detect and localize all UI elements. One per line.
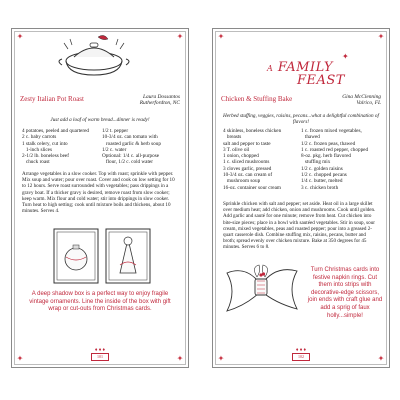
corner-ornament-icon: ✦ — [377, 354, 385, 363]
corner-ornament-icon: ✦ — [217, 32, 225, 41]
ingredients-column-1: 4 skinless, boneless chicken breasts salt and pepper to taste 3 T. olive oil 1 onion, chopped 1 c. sliced mushrooms 3 cloves garlic, pressed 10-3/4 oz. can cream of mushroom soup 16-oz. container sour cream — [223, 128, 282, 191]
left-page — [11, 28, 189, 368]
page-number — [85, 348, 115, 361]
page-number — [286, 348, 316, 361]
author-place: Valrico, FL — [356, 100, 381, 107]
page-number-ornament-icon: ♦ ♦ ♦ — [94, 348, 106, 353]
page-number-ornament-icon: ♦ ♦ ♦ — [295, 348, 307, 353]
corner-ornament-icon: ✦ — [377, 32, 385, 41]
page-number-label: 102 — [292, 353, 310, 361]
recipe-tagline: Herbed stuffing, veggies, raisins, pecans...what a delightful combination of flavors! — [223, 113, 379, 126]
page-number-label: 101 — [91, 353, 109, 361]
recipe-directions: Arrange vegetables in a slow cooker. Top with roast; sprinkle with pepper. Mix soup and water; pour over roast. Cover and cook on low setting for 10 to 12 hours. Serve roast surrounded with vegetables; pass drippings in a gravy boat. If a thicker gravy is desired, remove roast from slow cooker; keep warm. Mix flour and cold water; stir into drippings in slow cooker. Turn heat to high setting; cook until mixture boils and thickens, about 10 minutes. Serves 4. — [22, 171, 175, 215]
corner-ornament-icon: ✦ — [16, 354, 24, 363]
roasting-pot-illustration — [54, 31, 134, 79]
corner-ornament-icon: ✦ — [16, 32, 24, 41]
ingredients-column-2: 1/2 t. pepper 10-3/4 oz. can tomato with roasted garlic & herb soup 1/2 c. water Optional: 1/4 c. all-purpose flour, 1/2 c. cold water — [102, 128, 161, 166]
corner-ornament-icon: ✦ — [176, 32, 184, 41]
corner-ornament-icon: ✦ — [176, 354, 184, 363]
corner-ornament-icon: ✦ — [217, 354, 225, 363]
author-name: Gina McClenning — [342, 94, 381, 100]
ingredients-column-2: 1 c. frozen mixed vegetables, thawed 1/2 c. frozen peas, thawed 1 c. roasted red pepper, chopped 8-oz. pkg. herb flavored stuffing mix 1/2 c. golden raisins 1/2 c. chopped pecans 1/4 c. butter, melted 3 c. chicken broth — [301, 128, 369, 191]
recipe-title: Zesty Italian Pot Roast — [20, 95, 84, 103]
ingredients-column-1: 4 potatoes, peeled and quartered 2 c. baby carrots 1 stalk celery, cut into 1-inch slices 2-1/2 lb. boneless beef chuck roast — [22, 128, 89, 166]
book-title-article: A — [267, 64, 273, 73]
book-title — [267, 56, 345, 88]
recipe-author — [342, 94, 381, 107]
recipe-directions: Sprinkle chicken with salt and pepper; set aside. Heat oil in a large skillet over medium heat; add chicken, onion and mushrooms. Cook until golden. Add garlic and sauté for one minute; remove from heat. Cut chicken into bite-size pieces; place in a bowl with sautéed vegetables. Stir in soup, sour cream, mixed vegetables, peas and roasted pepper; pour into a greased 2-quart casserole dish. Combine stuffing mix, raisins, pecans, butter and broth; spread evenly over chicken mixture. Bake at 350 degrees for 45 minutes. Serves 6 to 8. — [223, 201, 376, 251]
recipe-title: Chicken & Stuffing Bake — [221, 95, 293, 103]
tip-text: Turn Christmas cards into festive napkin rings. Cut them into strips with decorative-edge scissors, join ends with craft glue and add a sprig of faux holly...simple! — [307, 267, 383, 319]
recipe-tagline: Just add a loaf of warm bread...dinner is ready! — [50, 117, 150, 123]
book-title-family: FAMILY — [277, 60, 333, 75]
ornament-shadow-box-illustration — [52, 225, 152, 287]
recipe-author — [140, 94, 180, 107]
star-icon: ✦ — [342, 52, 349, 61]
author-name: Laura Dossantos — [143, 94, 180, 100]
tip-text: A deep shadow box is a perfect way to enjoy fragile vintage ornaments. Line the inside of the box with gift wrap or cut-outs from Christmas cards. — [29, 291, 171, 313]
author-place: Rutherfordton, NC — [139, 100, 180, 107]
book-title-feast: FEAST — [297, 73, 345, 88]
napkin-ring-illustration — [217, 255, 309, 325]
